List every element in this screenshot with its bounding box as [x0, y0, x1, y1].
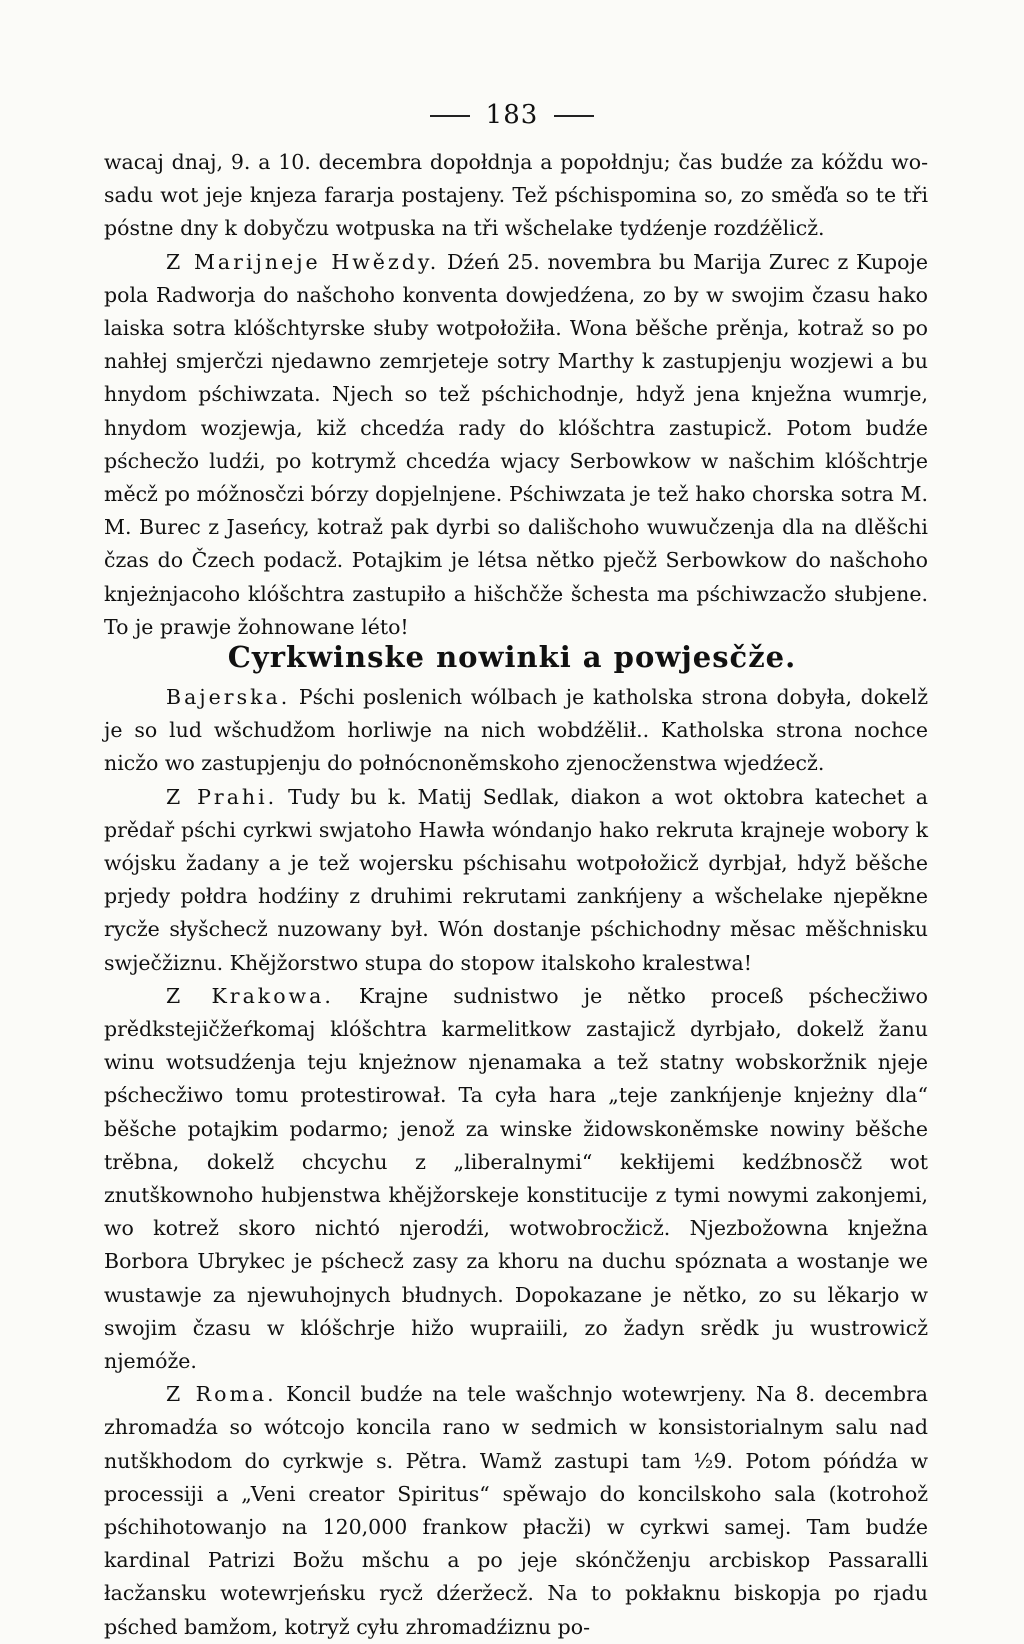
page-number-dash-right	[554, 115, 594, 117]
paragraph-lead: Bajerska.	[166, 685, 291, 709]
paragraph-lead: Z Krakowa.	[166, 983, 334, 1008]
paragraph-lead: Z Prahi.	[166, 784, 278, 809]
text-block-top	[104, 146, 928, 644]
paragraph	[104, 781, 928, 980]
page-number-dash-left	[430, 115, 470, 117]
paragraph-text: Koncil budźe na tele wašchnjo wotewrjeny. Na 8. decembra zhromadźa so wótcojo koncila rano w sedmich w konsistorialnym salu nad nutškhodom do cyrkwje s. Pětra. Wamž zastupi tam ½9. Potom póńdźa w processiji a „Veni creator Spiritus“ spěwajo do koncilskoho sala (kotrohož pśchihotowanjo na 120,000 frankow płacži) w cyrkwi samej. Tam budźe kardinal Patrizi Božu mšchu a po jeje skónčženju arcbiskop Passaralli łacžansku wotewrjeńsku rycž dźeržecž. Na to pokłaknu biskopja po rjadu pśched bamžom, kotryž cyłu zhromadźiznu po-	[104, 1382, 928, 1639]
paragraph	[104, 980, 928, 1378]
page-number-text: 183	[485, 100, 539, 130]
paragraph	[104, 146, 928, 246]
paragraph-lead: Z Roma.	[166, 1382, 277, 1407]
paragraph-lead: Z Marijneje Hwězdy.	[166, 249, 440, 274]
section-title: Cyrkwinske nowinki a powjesčže.	[227, 640, 797, 674]
paragraph-text: Pśchi poslenich wólbach je katholska strona dobyła, dokelž je so lud wšchudžom horliwje na nich wobdźělił.. Katholska strona nochce nicžo wo zastupjenju do połnócnoněmskoho zjenocženstwa wjedźecž.	[104, 685, 928, 776]
paragraph-text: Krajne sudnistwo je nětko proceß pśchecžiwo prědkstejičžeŕkomaj klóšchtra karmelitkow zastajicž dyrbjało, dokelž žanu winu wotsudźenja teju knjeżnow njenamaka a tež statny wobskoržnik njeje pśchecžiwo tomu protestirował. Ta cyła hara „teje zankńjenje knjeżny dla“ běšche potajkim podarmo; jenož za winske židowskoněmske nowiny běšche trěbna, dokelž chcychu z „liberalnymi“ kekłijemi kedźbnosčž wot znutškownoho hubjenstwa khějžorskeje konstitucije z tymi nowymi zakonjemi, wo kotrež skoro nichtó njerodźi, wotwobrocžicž. Njezbožowna knježna Borbora Ubrykec je pśchecž zasy za khoru na duchu spóznata a wostanje we wustawje za njewuhojnych błudnych. Dopokazane je nětko, zo su lěkarjo w swojim čzasu w klóšchrje hižo wupraiili, zo žadyn srědk ju wustrowicž njemóže.	[104, 983, 928, 1374]
text-block-news	[104, 681, 928, 1644]
paragraph	[104, 681, 928, 781]
page-number	[0, 100, 1024, 130]
paragraph-text: wacaj dnaj, 9. a 10. decembra dopołdnja a popołdnju; čas budźe za kóždu wo-sadu wot jeje knjeza fararja postajeny. Tež pśchispomina so, zo směďa so te tři póstne dny k dobyčzu wotpuska na tři wšchelake tydźenje rozdźělicž.	[104, 150, 928, 241]
paragraph-text: Dźeń 25. novembra bu Marija Zurec z Kupoje pola Radworja do našchoho konventa dowjedźena, zo by w swojim čzasu hako laiska sotra klóšchtyrske słuby wotpołožiła. Wona běšche prěnja, kotraž so po nahłej smjerčzi njedawno zemrjeteje sotry Marthy k zastupjenju wozjewi a bu hnydom pśchiwzata. Njech so tež pśchichodnje, hdyž jena knježna wumrje, hnydom wozjewja, kiž chcedźa rady do klóšchtra zastupicž. Potom budźe pśchecžo ludźi, po kotrymž chcedźa wjacy Serbowkow w našchim klóšchtrje měcž po móžnosčzi bórzy dopjelnjene. Pśchiwzata je tež hako chorska sotra M. M. Burec z Jaseńcy, kotraž pak dyrbi so dališchoho wuwučzenja dla na dlěšchi čzas do Čzech podacž. Potajkim je létsa nětko pječž Serbowkow do našchoho knjeżnjacoho klóšchtra zastupiło a hišchčže šchesta ma pśchiwzacžo słubjene. To je prawje žohnowane léto!	[104, 249, 928, 639]
paragraph-text: Tudy bu k. Matij Sedlak, diakon a wot oktobra katechet a prědař pśchi cyrkwi swjatoho Hawła wóndanjo hako rekruta krajneje wobory k wójsku žadany a je tež wojersku pśchisahu wotpołožicž dyrbjał, hdyž běšche prjedy połdra hodźiny z druhimi rekrutami zankńjeny a wšchelake njepěkne rycže słyšchecž nuzowany był. Wón dostanje pśchichodny měsac měšchnisku swječžiznu. Khějžorstwo stupa do stopow italskoho kralestwa!	[104, 784, 928, 975]
paragraph	[104, 1378, 928, 1644]
paragraph	[104, 246, 928, 644]
